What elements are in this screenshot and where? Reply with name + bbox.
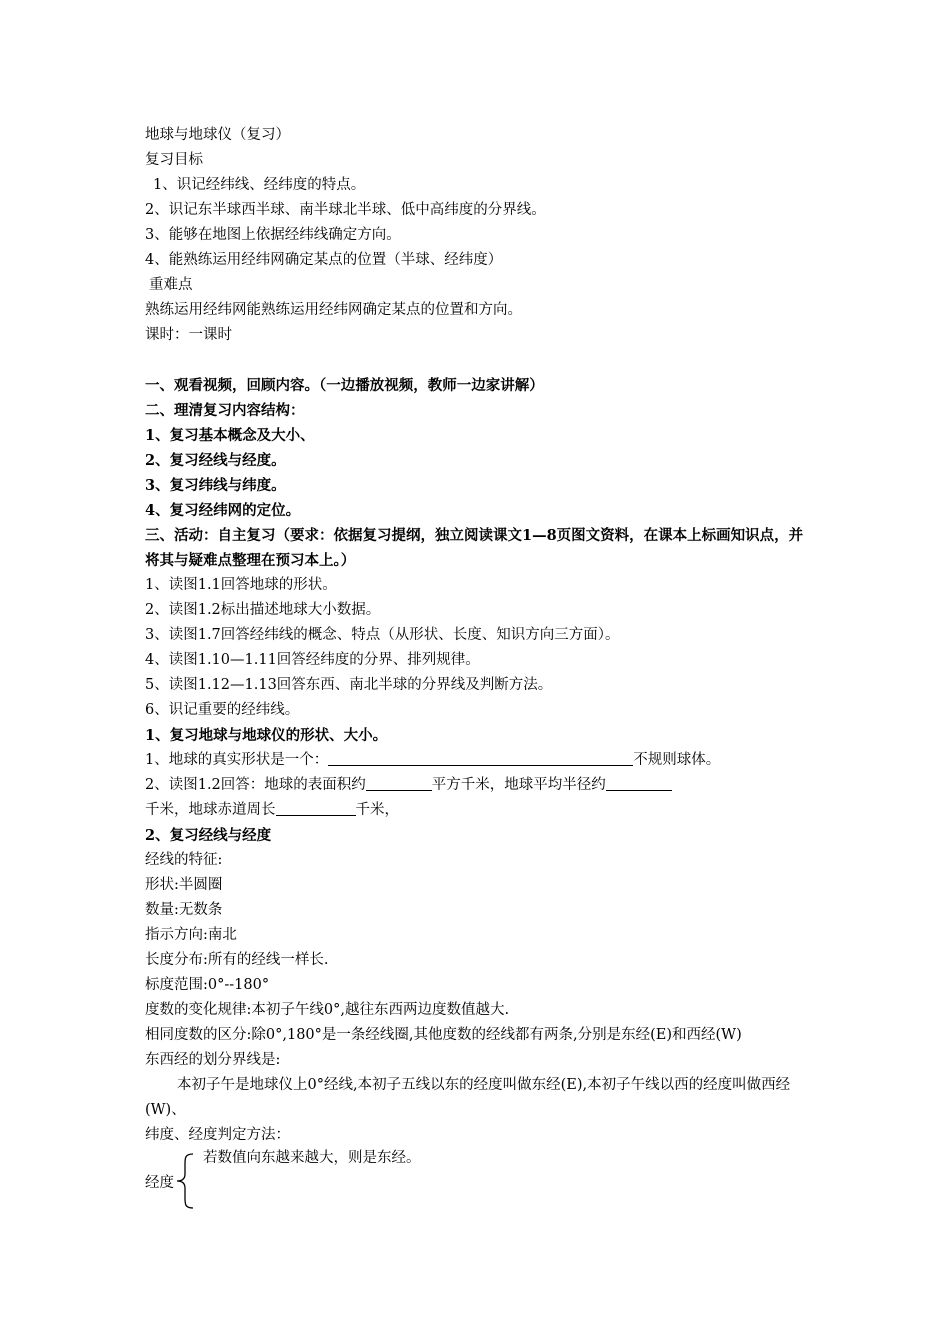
goal-item: 1、识记经纬线、经纬度的特点。: [153, 177, 366, 193]
method-heading: 纬度、经度判定方法：: [145, 1127, 290, 1143]
question-2-text: 千米，地球赤道周长: [145, 802, 276, 818]
section2-item: 2、复习经线与经度。: [145, 452, 286, 469]
meridian-line: 形状:半圆圈: [145, 877, 223, 893]
goals-heading: 复习目标: [145, 152, 203, 168]
section3-item: 4、读图1.10—1.11回答经纬度的分界、排列规律。: [145, 652, 480, 668]
goal-item: 3、能够在地图上依据经纬线确定方向。: [145, 227, 401, 243]
question-1: [145, 748, 813, 773]
section2-item: 4、复习经纬网的定位。: [145, 502, 301, 519]
answer-blank[interactable]: [366, 774, 432, 791]
boundary-text: 本初子午是地球仪上0°经线,本初子五线以东的经度叫做东经(E),本初子午线以西的经度叫做西经(W)、: [145, 1077, 791, 1118]
answer-blank[interactable]: [328, 749, 633, 766]
section3-item: 5、读图1.12—1.13回答东西、南北半球的分界线及判断方法。: [145, 677, 553, 693]
document-title: 地球与地球仪（复习）: [145, 127, 290, 143]
brace-label: 经度: [145, 1175, 174, 1191]
answer-blank[interactable]: [606, 774, 672, 791]
question-2-text: 平方千米，地球平均半径约: [431, 777, 606, 793]
brace-item: 若数值向东越来越大，则是东经。: [203, 1150, 421, 1166]
answer-blank[interactable]: [276, 799, 356, 816]
section3-item: 6、识记重要的经纬线。: [145, 702, 300, 718]
question-1-prefix: 1、地球的真实形状是一个：: [145, 752, 329, 768]
question-1-suffix: 不规则球体。: [633, 752, 721, 768]
section2-item: 3、复习纬线与纬度。: [145, 477, 286, 494]
section2-heading: 二、理清复习内容结构：: [145, 402, 305, 419]
question-2-text: 2、读图1.2回答：地球的表面积约: [145, 777, 366, 793]
document-page: [145, 123, 813, 1208]
question-2: [145, 773, 813, 798]
longitude-brace-group: [145, 1148, 813, 1208]
meridian-line: 东西经的划分界线是:: [145, 1052, 281, 1068]
key-points-heading: 重难点: [149, 277, 193, 293]
meridian-line: 数量:无数条: [145, 902, 223, 918]
curly-brace-icon: [173, 1152, 197, 1210]
section3-item: 3、读图1.7回答经纬线的概念、特点（从形状、长度、知识方向三方面）。: [145, 627, 620, 643]
part1-heading: 1、复习地球与地球仪的形状、大小。: [145, 727, 388, 744]
goal-item: 2、识记东半球西半球、南半球北半球、低中高纬度的分界线。: [145, 202, 546, 218]
meridian-line: 指示方向:南北: [145, 927, 237, 943]
key-points-text: 熟练运用经纬网能熟练运用经纬网确定某点的位置和方向。: [145, 302, 522, 318]
meridian-line: 度数的变化规律:本初子午线0°,越往东西两边度数值越大.: [145, 1002, 510, 1018]
section2-item: 1、复习基本概念及大小、: [145, 427, 315, 444]
question-2-text: 千米，: [355, 802, 399, 818]
goal-item: 4、能熟练运用经纬网确定某点的位置（半球、经纬度）: [145, 252, 503, 268]
section3-item: 2、读图1.2标出描述地球大小数据。: [145, 602, 381, 618]
section3-item: 1、读图1.1回答地球的形状。: [145, 577, 337, 593]
lesson-time: 课时：一课时: [145, 327, 232, 343]
meridian-line: 标度范围:0°--180°: [145, 977, 270, 993]
meridian-line: 经线的特征:: [145, 852, 223, 868]
question-2-cont: [145, 798, 813, 823]
section1-heading: 一、观看视频，回顾内容。（一边播放视频，教师一边家讲解）: [145, 377, 544, 394]
section3-heading: 三、活动：自主复习（要求：依据复习提纲，独立阅读课文1—8页图文资料，在课本上标画知识点，并将其与疑难点整理在预习本上。）: [145, 527, 804, 569]
part2-heading: 2、复习经线与经度: [145, 827, 272, 844]
meridian-line: 长度分布:所有的经线一样长.: [145, 952, 329, 968]
meridian-line: 相同度数的区分:除0°,180°是一条经线圈,其他度数的经线都有两条,分别是东经(E)和西经(W): [145, 1027, 742, 1043]
spacer: [145, 348, 813, 373]
